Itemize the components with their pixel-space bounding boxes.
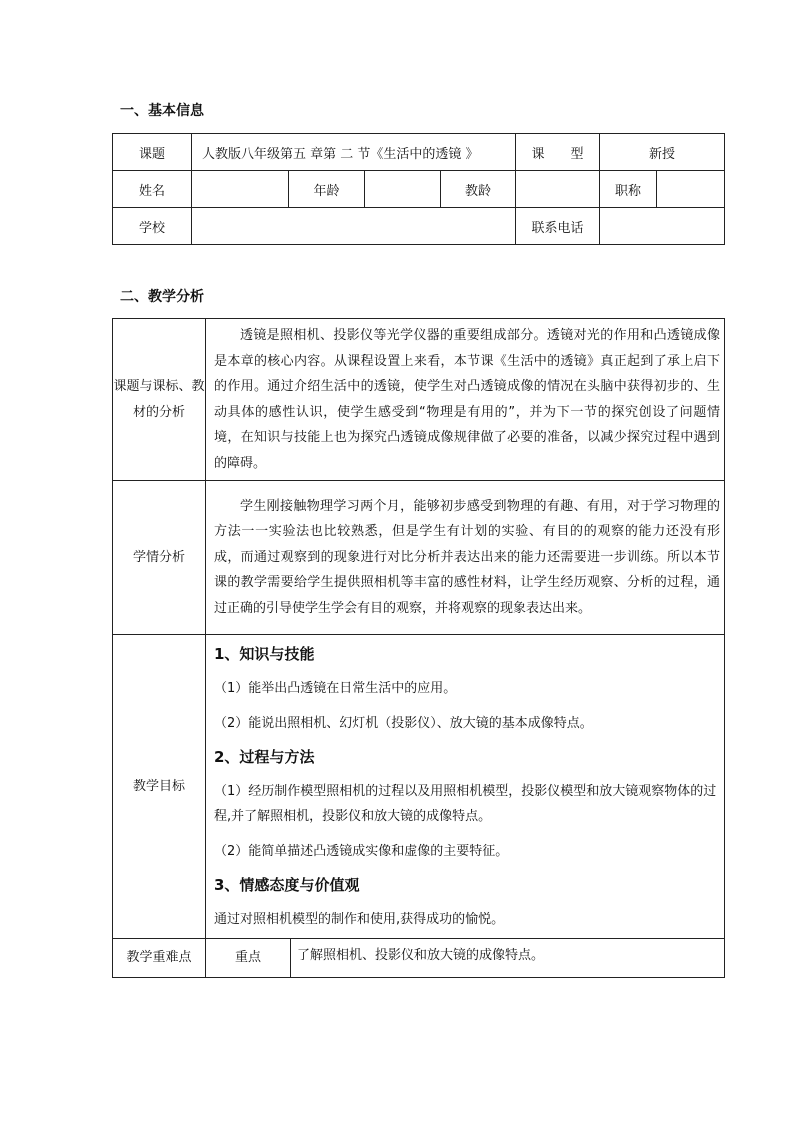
lesson-type-label: 课 型 (516, 134, 600, 171)
age-value (365, 171, 441, 208)
objective-heading-attitude: 3、情感态度与价值观 (214, 876, 360, 894)
basic-info-table (112, 133, 725, 245)
analysis-row-difficulty (113, 939, 725, 978)
key-point-text: 了解照相机、投影仪和放大镜的成像特点。 (297, 948, 545, 963)
basic-info-row-topic (113, 134, 725, 171)
difficulty-label-cell (113, 939, 206, 978)
school-label: 学校 (113, 208, 192, 245)
objective-process-2: （2）能简单描述凸透镜成实像和虚像的主要特征。 (214, 844, 509, 859)
student-analysis-text: 学生刚接触物理学习两个月，能够初步感受到物理的有趣、有用，对于学习物理的方法一一实验法也比较熟悉，但是学生有计划的实验、有目的的观察的能力还没有形成，而通过观察到的现象进行对比分析并表达出来的能力还需要进一步训练。所以本节课的教学需要给学生提供照相机等丰富的感性材料，让学生经历观察、分析的过程，通过正确的引导使学生学会有目的观察，并将观察的现象表达出来。 (214, 498, 721, 616)
teaching-analysis-table (112, 318, 725, 978)
student-analysis-cell (206, 481, 725, 635)
topic-label: 课题 (113, 134, 192, 171)
section-heading-teaching-analysis: 二、教学分析 (120, 289, 204, 305)
difficulty-label: 教学重难点 (126, 950, 192, 965)
job-title-value (657, 171, 725, 208)
name-label: 姓名 (113, 171, 192, 208)
analysis-row-students (113, 481, 725, 635)
objective-process-1: （1）经历制作模型照相机的过程以及用照相机模型，投影仪模型和放大镜观察物体的过程,并了解照相机，投影仪和放大镜的成像特点。 (214, 784, 717, 824)
objectives-cell (206, 635, 725, 939)
school-value (192, 208, 516, 245)
objective-heading-knowledge: 1、知识与技能 (214, 645, 315, 663)
curriculum-analysis-cell (206, 319, 725, 481)
teaching-age-value (516, 171, 600, 208)
key-point-label-cell (206, 939, 291, 978)
teaching-age-label: 教龄 (441, 171, 516, 208)
key-point-cell (291, 939, 725, 978)
key-point-label: 重点 (234, 950, 261, 965)
basic-info-row-name (113, 171, 725, 208)
objective-knowledge-1: （1）能举出凸透镜在日常生活中的应用。 (214, 681, 457, 696)
curriculum-analysis-label-cell (113, 319, 206, 481)
name-value (192, 171, 289, 208)
objective-attitude-1: 通过对照相机模型的制作和使用,获得成功的愉悦。 (214, 912, 505, 927)
phone-value (600, 208, 725, 245)
objective-knowledge-2: （2）能说出照相机、幻灯机（投影仪）、放大镜的基本成像特点。 (214, 716, 593, 731)
topic-value: 人教版八年级第五 章第 二 节《生活中的透镜 》 (192, 134, 516, 171)
phone-label: 联系电话 (516, 208, 600, 245)
curriculum-analysis-text: 透镜是照相机、投影仪等光学仪器的重要组成部分。透镜对光的作用和凸透镜成像是本章的核心内容。从课程设置上来看，本节课《生活中的透镜》真正起到了承上启下的作用。通过介绍生活中的透镜，使学生对凸透镜成像的情况在头脑中获得初步的、生动具体的感性认识，使学生感受到“物理是有用的”，并为下一节的探究创设了问题情境，在知识与技能上也为探究凸透镜成像规律做了必要的准备，以减少探究过程中遇到的障碍。 (214, 328, 721, 471)
curriculum-analysis-label: 课题与课标、教材的分析 (113, 378, 205, 420)
section-heading-basic-info: 一、基本信息 (120, 103, 204, 119)
basic-info-row-school (113, 208, 725, 245)
student-analysis-label: 学情分析 (132, 549, 185, 565)
job-title-label: 职称 (600, 171, 657, 208)
analysis-row-objectives (113, 635, 725, 939)
objective-heading-process: 2、过程与方法 (214, 748, 315, 766)
age-label: 年龄 (289, 171, 365, 208)
student-analysis-label-cell (113, 481, 206, 635)
objectives-label-cell (113, 635, 206, 939)
objectives-label: 教学目标 (132, 778, 185, 794)
lesson-type-value: 新授 (600, 134, 725, 171)
analysis-row-curriculum (113, 319, 725, 481)
